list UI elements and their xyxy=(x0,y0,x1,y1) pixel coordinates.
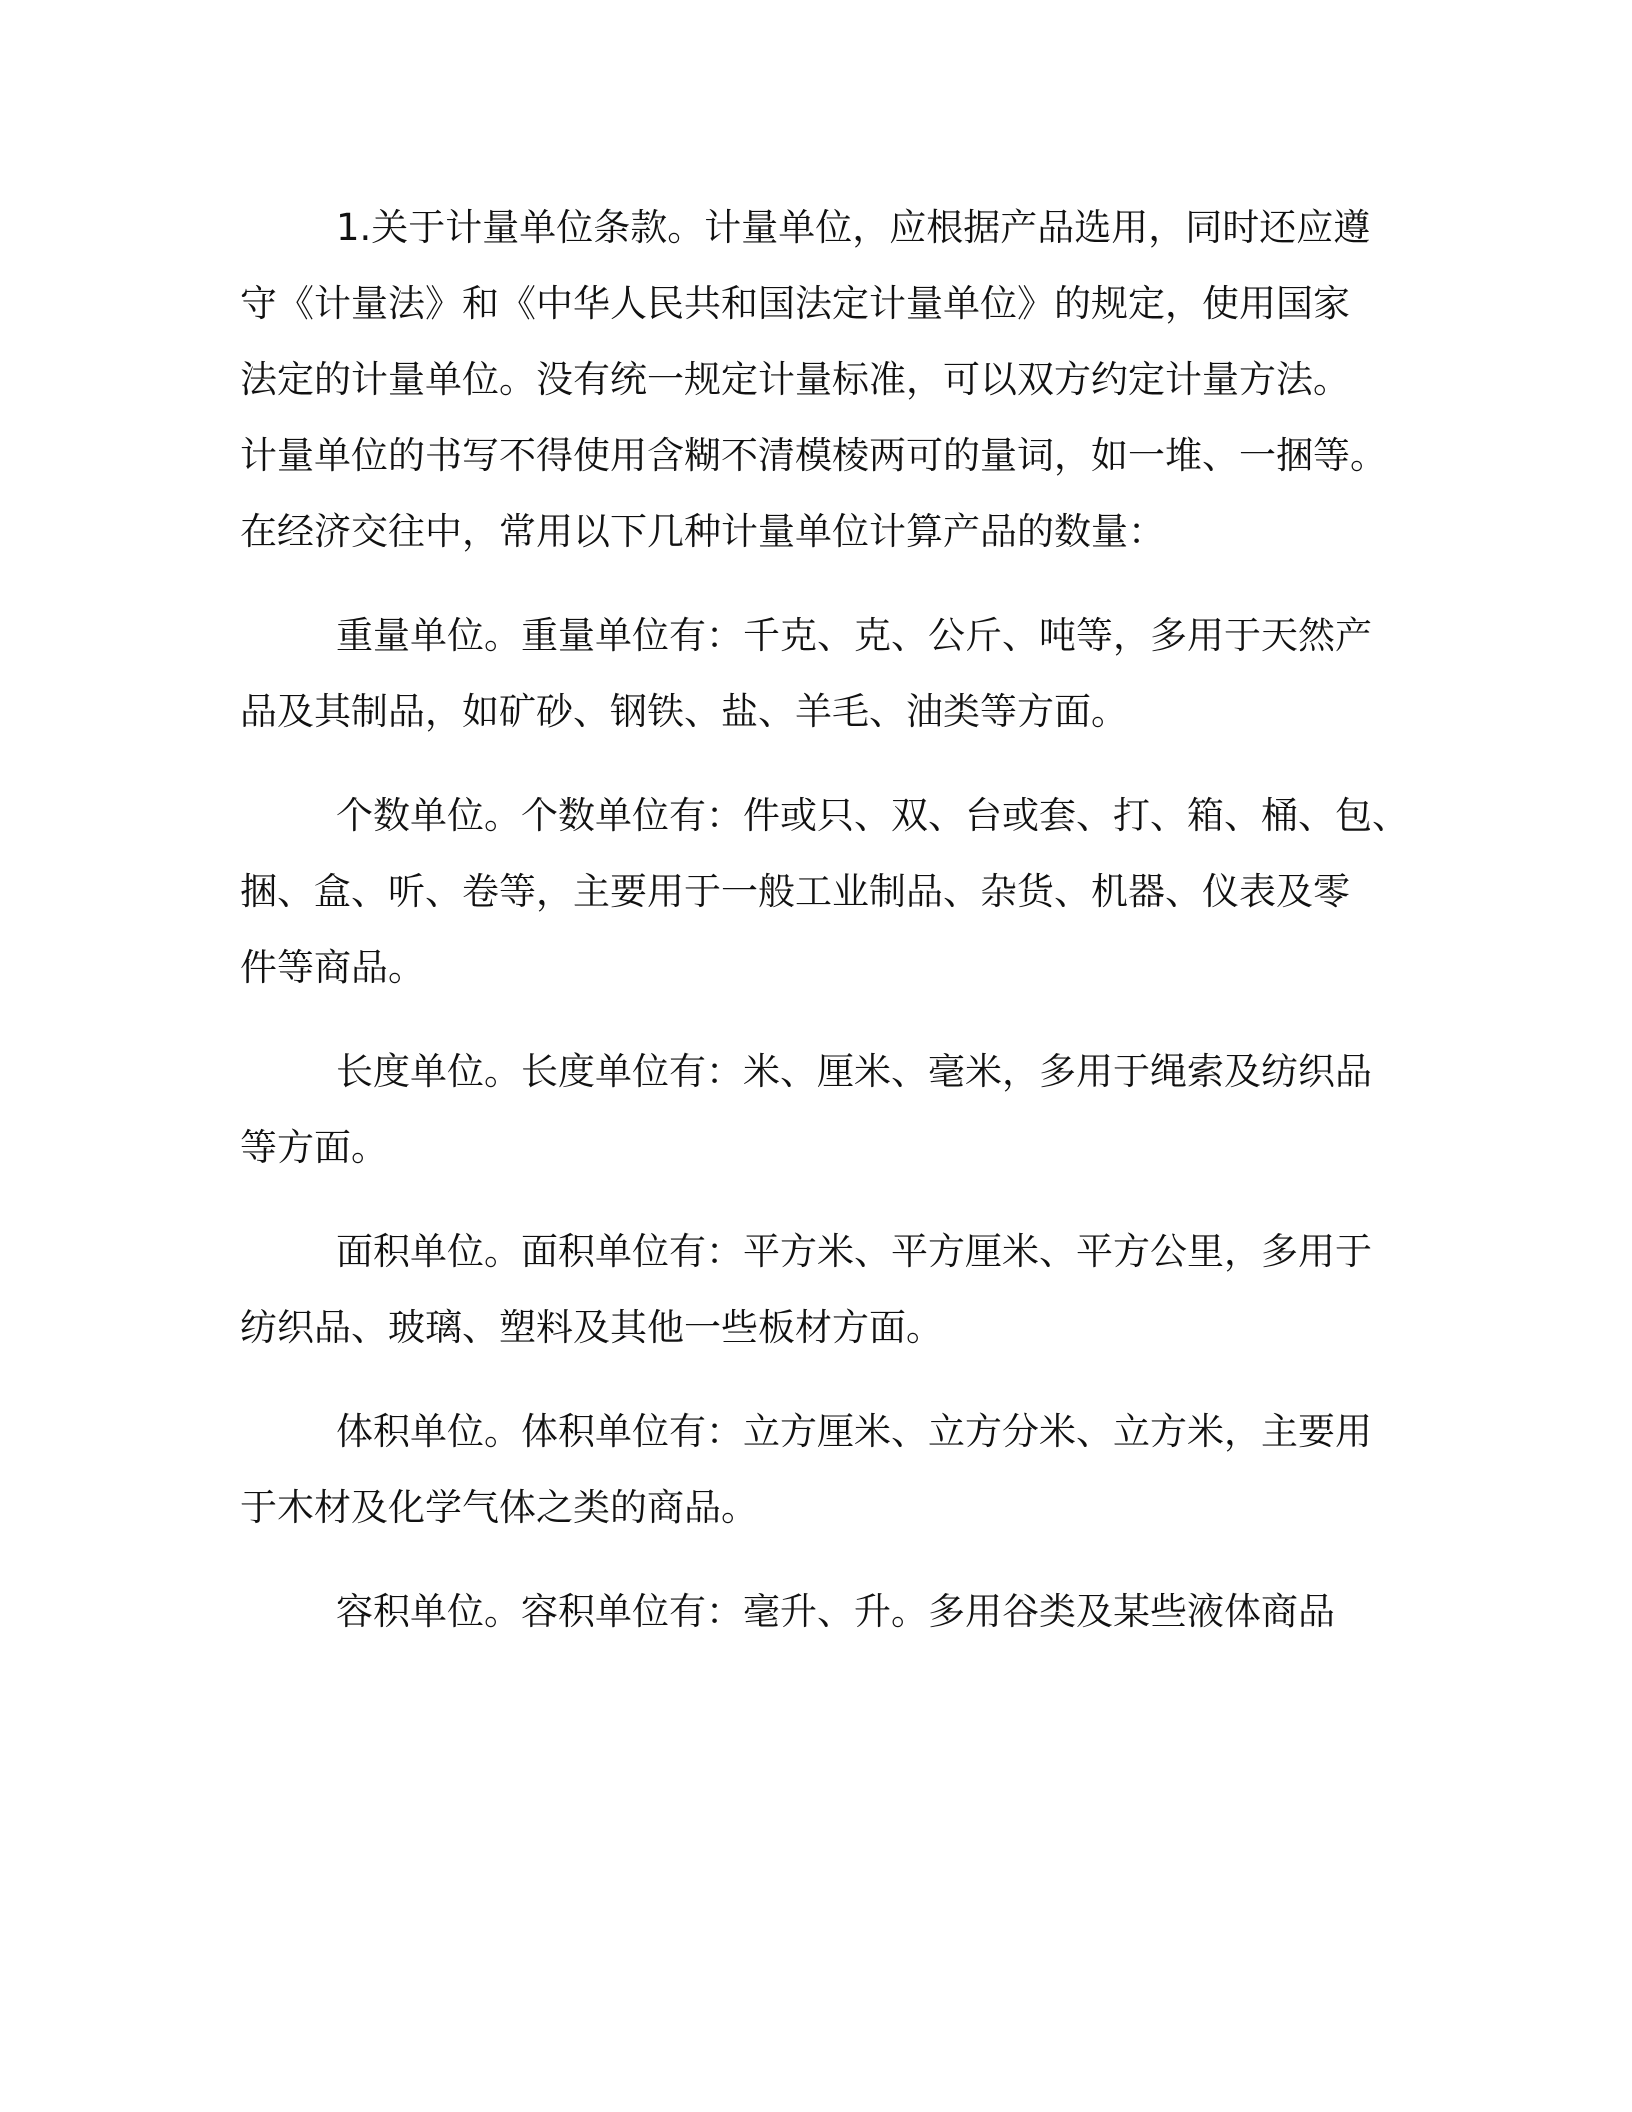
paragraph-line: 件等商品。 xyxy=(240,946,425,989)
paragraph-line: 守《计量法》和《中华人民共和国法定计量单位》的规定，使用国家 xyxy=(240,282,1350,325)
paragraph-line: 品及其制品，如矿砂、钢铁、盐、羊毛、油类等方面。 xyxy=(240,690,1128,733)
paragraph-line: 捆、盒、听、卷等，主要用于一般工业制品、杂货、机器、仪表及零 xyxy=(240,870,1350,913)
paragraph-weight-units xyxy=(240,598,1420,750)
paragraph-line: 于木材及化学气体之类的商品。 xyxy=(240,1486,758,1529)
paragraph-spacer xyxy=(240,1006,1420,1034)
paragraph-line: 面积单位。面积单位有：平方米、平方厘米、平方公里，多用于 xyxy=(336,1230,1372,1273)
paragraph-area-units xyxy=(240,1214,1420,1366)
paragraph-line: 个数单位。个数单位有：件或只、双、台或套、打、箱、桶、包、 xyxy=(336,794,1409,837)
paragraph-length-units xyxy=(240,1034,1420,1186)
paragraph-line: 重量单位。重量单位有：千克、克、公斤、吨等，多用于天然产 xyxy=(336,614,1372,657)
paragraph-spacer xyxy=(240,1186,1420,1214)
paragraph-line: 容积单位。容积单位有：毫升、升。多用谷类及某些液体商品 xyxy=(336,1590,1335,1633)
paragraph-line: 纺织品、玻璃、塑料及其他一些板材方面。 xyxy=(240,1306,943,1349)
document-body xyxy=(240,190,1420,1650)
paragraph-line: 计量单位的书写不得使用含糊不清模棱两可的量词，如一堆、一捆等。 xyxy=(240,434,1387,477)
paragraph-line: 在经济交往中，常用以下几种计量单位计算产品的数量： xyxy=(240,510,1165,553)
paragraph-spacer xyxy=(240,570,1420,598)
paragraph-spacer xyxy=(240,750,1420,778)
paragraph-capacity-units xyxy=(240,1574,1420,1650)
paragraph-spacer xyxy=(240,1546,1420,1574)
paragraph-spacer xyxy=(240,1366,1420,1394)
paragraph-count-units xyxy=(240,778,1420,1006)
paragraph-line: 体积单位。体积单位有：立方厘米、立方分米、立方米，主要用 xyxy=(336,1410,1372,1453)
paragraph-line: 法定的计量单位。没有统一规定计量标准，可以双方约定计量方法。 xyxy=(240,358,1350,401)
paragraph-line: 等方面。 xyxy=(240,1126,388,1169)
paragraph-measurement-clause xyxy=(240,190,1420,570)
paragraph-line: 长度单位。长度单位有：米、厘米、毫米，多用于绳索及纺织品 xyxy=(336,1050,1372,1093)
paragraph-line: 1.关于计量单位条款。计量单位，应根据产品选用，同时还应遵 xyxy=(336,206,1371,249)
paragraph-volume-units xyxy=(240,1394,1420,1546)
